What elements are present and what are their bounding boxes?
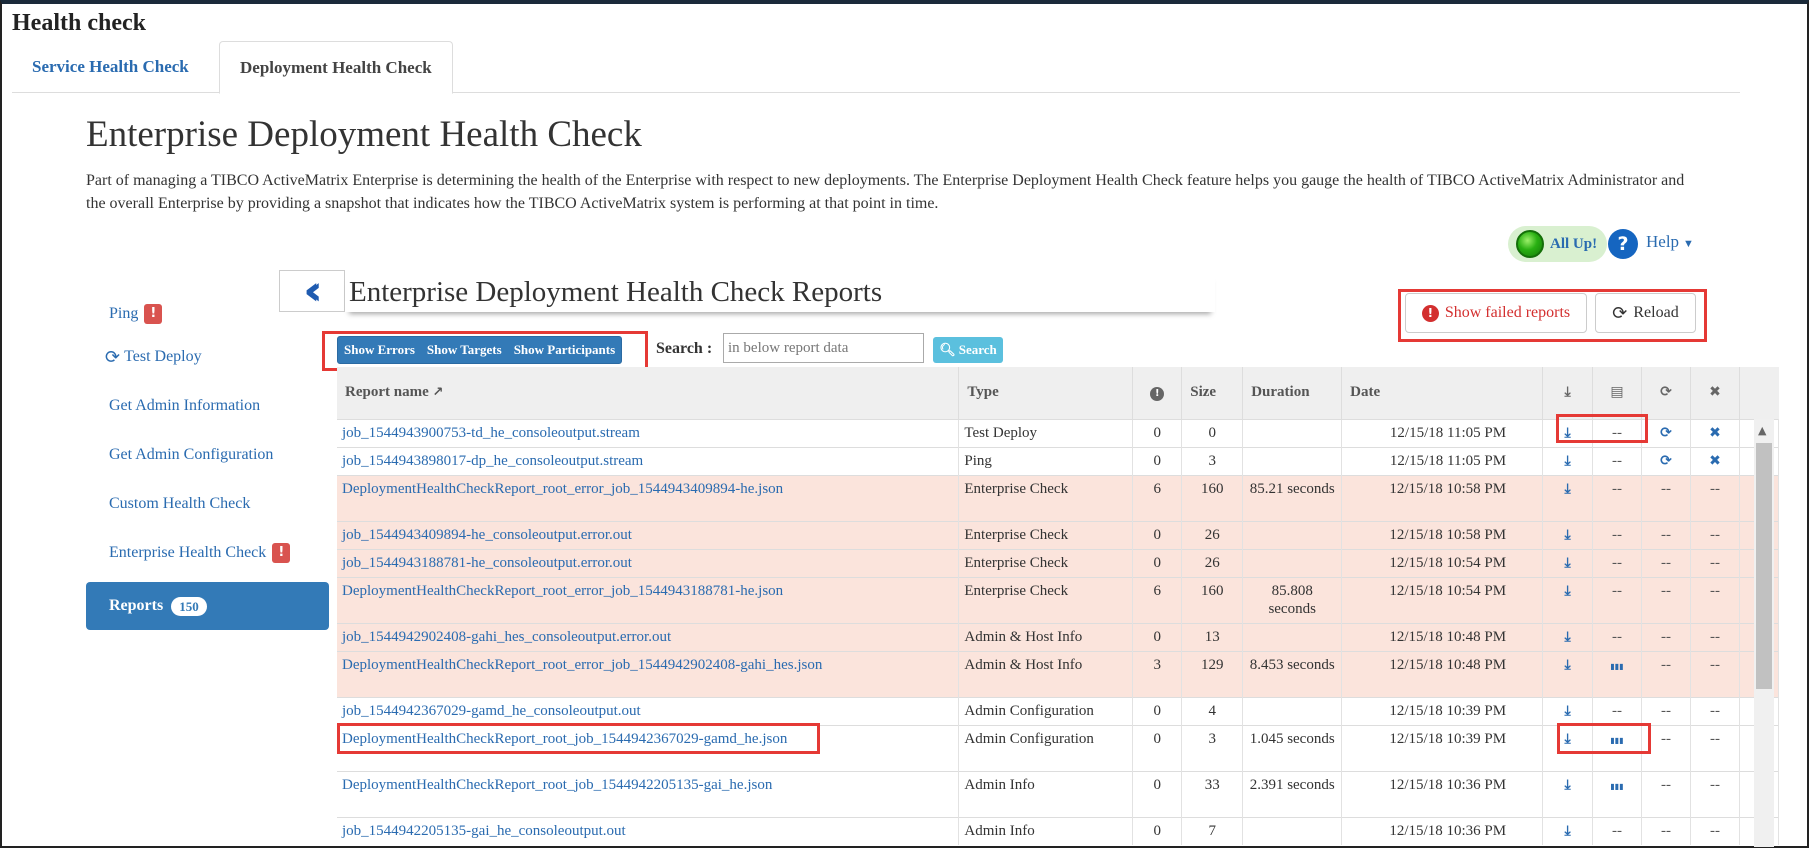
download-cell	[1543, 521, 1593, 549]
sidebar-item-label: Custom Health Check	[109, 495, 251, 512]
bar-chart-icon[interactable]: ▮▮▮	[1610, 661, 1624, 671]
filter-toggle-group	[337, 336, 622, 364]
empty-value: --	[1709, 776, 1720, 793]
report-error-count: 0	[1133, 623, 1182, 651]
download-icon[interactable]: ⤓	[1564, 452, 1571, 469]
show-participants-toggle[interactable]: Show Participants	[513, 342, 616, 357]
highlight-box	[1557, 723, 1651, 754]
sidebar-item-label: Test Deploy	[124, 348, 202, 365]
empty-value: --	[1612, 822, 1623, 839]
close-icon: ✖	[1709, 384, 1721, 401]
empty-value: --	[1660, 480, 1671, 497]
column-header-refresh	[1642, 367, 1691, 419]
empty-value: --	[1660, 582, 1671, 599]
report-date: 12/15/18 10:36 PM	[1342, 771, 1543, 817]
report-date: 12/15/18 11:05 PM	[1342, 419, 1543, 447]
refresh-cell	[1642, 697, 1691, 725]
column-header-size[interactable]: Size	[1182, 367, 1243, 419]
download-cell	[1543, 651, 1593, 697]
download-icon[interactable]: ⤓	[1564, 776, 1571, 793]
download-cell	[1543, 771, 1593, 817]
refresh-icon: ⟳	[105, 346, 121, 368]
cancel-cell	[1690, 577, 1739, 623]
report-name-link[interactable]: job_1544942205135-gai_he_consoleoutput.out	[337, 817, 959, 845]
scrollbar-thumb[interactable]	[1756, 443, 1772, 689]
sidebar-item-test-deploy[interactable]	[86, 333, 329, 381]
sidebar-item-enterprise-health-check[interactable]	[86, 529, 329, 577]
column-header-spacer	[1739, 367, 1778, 419]
report-error-count: 0	[1133, 817, 1182, 845]
report-name-link[interactable]: DeploymentHealthCheckReport_root_error_job_1544943409894-he.json	[337, 475, 959, 521]
report-name-link[interactable]: job_1544943409894-he_consoleoutput.error.out	[337, 521, 959, 549]
table-row	[337, 817, 1779, 845]
refresh-cell	[1642, 577, 1691, 623]
reports-title: Enterprise Deployment Health Check Reports	[345, 272, 1215, 312]
refresh-icon: ⟳	[1660, 384, 1672, 401]
cancel-cell	[1690, 651, 1739, 697]
table-row	[337, 697, 1779, 725]
show-targets-toggle[interactable]: Show Targets	[426, 342, 502, 357]
column-header-cancel	[1690, 367, 1739, 419]
download-cell	[1543, 817, 1593, 845]
report-size: 3	[1182, 725, 1243, 771]
download-icon[interactable]: ⤓	[1564, 822, 1571, 839]
sidebar-item-label: Reports	[109, 597, 164, 614]
collapse-sidebar-button[interactable]	[279, 270, 345, 312]
report-type: Admin & Host Info	[959, 651, 1133, 697]
status-green-icon	[1516, 230, 1544, 258]
table-row	[337, 475, 1779, 521]
help-icon[interactable]: ?	[1608, 229, 1638, 259]
empty-value: --	[1612, 480, 1623, 497]
empty-value: --	[1709, 656, 1720, 673]
report-error-count: 0	[1133, 771, 1182, 817]
report-duration	[1243, 623, 1342, 651]
report-name-link[interactable]: job_1544943188781-he_consoleoutput.error.out	[337, 549, 959, 577]
table-row	[337, 577, 1779, 623]
empty-value: --	[1660, 730, 1671, 747]
report-type: Admin Info	[959, 771, 1133, 817]
table-row	[337, 447, 1779, 475]
empty-value: --	[1660, 656, 1671, 673]
report-type: Admin Configuration	[959, 725, 1133, 771]
empty-value: --	[1660, 554, 1671, 571]
cancel-cell	[1690, 447, 1739, 475]
report-size: 129	[1182, 651, 1243, 697]
report-date: 12/15/18 10:39 PM	[1342, 725, 1543, 771]
cancel-cell	[1690, 623, 1739, 651]
report-duration: 2.391 seconds	[1243, 771, 1342, 817]
status-badge[interactable]	[1508, 226, 1607, 262]
sidebar-item-get-admin-information[interactable]	[86, 382, 329, 430]
report-date: 12/15/18 10:58 PM	[1342, 521, 1543, 549]
empty-value: --	[1660, 776, 1671, 793]
report-size: 0	[1182, 419, 1243, 447]
report-name-link[interactable]: job_1544942367029-gamd_he_consoleoutput.out	[337, 697, 959, 725]
report-error-count: 0	[1133, 521, 1182, 549]
error-badge: !	[144, 304, 162, 324]
report-type: Admin & Host Info	[959, 623, 1133, 651]
refresh-cell	[1642, 475, 1691, 521]
refresh-cell	[1642, 521, 1691, 549]
report-name-link[interactable]: job_1544942902408-gahi_hes_consoleoutput.error.out	[337, 623, 959, 651]
cancel-cell	[1690, 419, 1739, 447]
sidebar-item-get-admin-configuration[interactable]	[86, 431, 329, 479]
report-date: 12/15/18 10:48 PM	[1342, 623, 1543, 651]
report-size: 33	[1182, 771, 1243, 817]
table-body	[337, 419, 1779, 845]
empty-value: --	[1612, 554, 1623, 571]
sidebar-item-reports[interactable]	[86, 582, 329, 630]
download-cell	[1543, 549, 1593, 577]
download-cell	[1543, 623, 1593, 651]
column-header-errors[interactable]	[1133, 367, 1182, 419]
empty-value: --	[1709, 702, 1720, 719]
report-error-count: 0	[1133, 697, 1182, 725]
double-chevron-left-icon: ‹‹	[303, 268, 309, 314]
report-size: 160	[1182, 577, 1243, 623]
page-title: Enterprise Deployment Health Check	[86, 114, 642, 155]
refresh-cell	[1642, 771, 1691, 817]
download-icon[interactable]: ⤓	[1564, 554, 1571, 571]
empty-value: --	[1709, 554, 1720, 571]
report-date: 12/15/18 10:39 PM	[1342, 697, 1543, 725]
report-name-link[interactable]: DeploymentHealthCheckReport_root_job_1544942205135-gai_he.json	[337, 771, 959, 817]
empty-value: --	[1612, 452, 1623, 469]
download-icon[interactable]: ⤓	[1564, 656, 1571, 673]
chart-cell	[1593, 577, 1642, 623]
report-duration	[1243, 447, 1342, 475]
chart-cell	[1593, 475, 1642, 521]
cancel-cell	[1690, 521, 1739, 549]
reload-label: Reload	[1633, 304, 1679, 321]
download-icon[interactable]: ⤓	[1564, 526, 1571, 543]
report-date: 12/15/18 10:48 PM	[1342, 651, 1543, 697]
download-icon[interactable]: ⤓	[1564, 480, 1571, 497]
tab-service-health-check[interactable]: Service Health Check	[32, 57, 189, 76]
empty-value: --	[1709, 822, 1720, 839]
report-date: 12/15/18 10:54 PM	[1342, 577, 1543, 623]
column-header-report	[1593, 367, 1642, 419]
column-header-duration[interactable]: Duration	[1243, 367, 1342, 419]
chart-cell	[1593, 521, 1642, 549]
report-duration: 1.045 seconds	[1243, 725, 1342, 771]
cancel-cell	[1690, 725, 1739, 771]
refresh-icon[interactable]: ⟳	[1660, 424, 1672, 441]
exclamation-icon: !	[1422, 305, 1439, 322]
table-row	[337, 549, 1779, 577]
reports-count-badge: 150	[171, 597, 207, 616]
chart-cell	[1593, 697, 1642, 725]
report-duration	[1243, 521, 1342, 549]
report-error-count: 0	[1133, 725, 1182, 771]
report-duration: 8.453 seconds	[1243, 651, 1342, 697]
sidebar-item-custom-health-check[interactable]	[86, 480, 329, 528]
status-label: All Up!	[1550, 235, 1598, 252]
help-label: Help	[1646, 232, 1680, 251]
show-failed-label: Show failed reports	[1444, 304, 1571, 321]
report-type: Test Deploy	[959, 419, 1133, 447]
download-cell	[1543, 447, 1593, 475]
tab-deployment-health-check[interactable]: Deployment Health Check	[219, 41, 453, 94]
highlight-box	[337, 723, 820, 754]
report-type: Enterprise Check	[959, 549, 1133, 577]
table-header-row	[337, 367, 1779, 419]
empty-value: --	[1660, 822, 1671, 839]
close-icon[interactable]: ✖	[1709, 424, 1721, 441]
report-type: Enterprise Check	[959, 521, 1133, 549]
sidebar-item-label: Get Admin Information	[109, 397, 261, 414]
cancel-cell	[1690, 771, 1739, 817]
column-header-report-name[interactable]: Report name ↗	[337, 367, 959, 419]
table-row	[337, 771, 1779, 817]
report-duration: 85.808 seconds	[1243, 577, 1342, 623]
cancel-cell	[1690, 475, 1739, 521]
empty-value: --	[1709, 526, 1720, 543]
empty-value: --	[1660, 628, 1671, 645]
empty-value: --	[1709, 582, 1720, 599]
report-size: 7	[1182, 817, 1243, 845]
report-date: 12/15/18 10:36 PM	[1342, 817, 1543, 845]
report-size: 4	[1182, 697, 1243, 725]
download-icon[interactable]: ⤓	[1564, 424, 1571, 441]
empty-value: --	[1612, 526, 1623, 543]
show-failed-reports-button[interactable]	[1405, 293, 1587, 333]
report-type: Enterprise Check	[959, 577, 1133, 623]
chart-cell	[1593, 447, 1642, 475]
refresh-icon: ⟳	[1612, 302, 1628, 324]
show-errors-toggle[interactable]: Show Errors	[344, 342, 415, 357]
download-cell	[1543, 475, 1593, 521]
external-link-icon: ↗	[432, 385, 444, 401]
empty-value: --	[1612, 628, 1623, 645]
cancel-cell	[1690, 697, 1739, 725]
download-icon[interactable]: ⤓	[1564, 702, 1571, 719]
report-error-count: 0	[1133, 419, 1182, 447]
search-button[interactable]	[933, 337, 1003, 363]
download-cell	[1543, 577, 1593, 623]
report-size: 26	[1182, 521, 1243, 549]
column-header-type[interactable]: Type	[959, 367, 1133, 419]
app-title: Health check	[12, 10, 146, 36]
report-name-link[interactable]: DeploymentHealthCheckReport_root_error_job_1544943188781-he.json	[337, 577, 959, 623]
table-scrollbar[interactable]	[1754, 419, 1774, 847]
report-duration	[1243, 549, 1342, 577]
report-size: 3	[1182, 447, 1243, 475]
search-button-label: Search	[958, 342, 997, 357]
cancel-cell	[1690, 817, 1739, 845]
report-name-link[interactable]: DeploymentHealthCheckReport_root_error_job_1544942902408-gahi_hes.json	[337, 651, 959, 697]
bar-chart-icon[interactable]: ▮▮▮	[1610, 781, 1624, 791]
empty-value: --	[1709, 480, 1720, 497]
table-row	[337, 521, 1779, 549]
download-icon[interactable]: ⤓	[1564, 628, 1571, 645]
close-icon[interactable]: ✖	[1709, 452, 1721, 469]
table-row	[337, 623, 1779, 651]
report-size: 13	[1182, 623, 1243, 651]
empty-value: --	[1660, 702, 1671, 719]
empty-value: --	[1612, 582, 1623, 599]
exclamation-icon: !	[1150, 387, 1164, 401]
search-input[interactable]	[723, 333, 924, 363]
refresh-cell	[1642, 623, 1691, 651]
download-icon[interactable]: ⤓	[1564, 582, 1571, 599]
empty-value: --	[1709, 730, 1720, 747]
report-size: 160	[1182, 475, 1243, 521]
search-label: Search :	[656, 340, 713, 357]
report-name-link[interactable]: job_1544943898017-dp_he_consoleoutput.stream	[337, 447, 959, 475]
report-duration	[1243, 817, 1342, 845]
report-duration	[1243, 697, 1342, 725]
chart-cell	[1593, 771, 1642, 817]
empty-value: --	[1612, 702, 1623, 719]
chart-cell	[1593, 817, 1642, 845]
sidebar-item-label: Enterprise Health Check	[109, 544, 267, 561]
report-duration	[1243, 419, 1342, 447]
empty-value: --	[1709, 628, 1720, 645]
report-error-count: 6	[1133, 577, 1182, 623]
refresh-cell	[1642, 549, 1691, 577]
sidebar-item-label: Get Admin Configuration	[109, 446, 274, 463]
scroll-up-icon[interactable]: ▲	[1758, 424, 1767, 437]
chart-cell	[1593, 651, 1642, 697]
refresh-icon[interactable]: ⟳	[1660, 452, 1672, 469]
report-type: Admin Configuration	[959, 697, 1133, 725]
report-date: 12/15/18 10:54 PM	[1342, 549, 1543, 577]
report-error-count: 3	[1133, 651, 1182, 697]
report-name-link[interactable]: DeploymentHealthCheckReport_root_job_1544942367029-gamd_he.json	[337, 725, 959, 771]
report-icon: ▤	[1610, 384, 1624, 401]
bar-chart-icon[interactable]: ▮▮▮	[1610, 735, 1624, 745]
report-type: Enterprise Check	[959, 475, 1133, 521]
cancel-cell	[1690, 549, 1739, 577]
report-date: 12/15/18 11:05 PM	[1342, 447, 1543, 475]
refresh-cell	[1642, 447, 1691, 475]
chart-cell	[1593, 623, 1642, 651]
page-description: Part of managing a TIBCO ActiveMatrix Enterprise is determining the health of the Enterprise with respect to new deployments. The Enterprise Deployment Health Check feature helps you gauge the health of TIBCO ActiveMatrix Administrator and the overall Enterprise by providing a snapshot that indicates how the TIBCO ActiveMatrix system is performing at that point in time.	[86, 172, 1685, 212]
highlight-box	[1556, 414, 1648, 443]
report-type: Ping	[959, 447, 1133, 475]
report-name-link[interactable]: job_1544943900753-td_he_consoleoutput.stream	[337, 419, 959, 447]
download-cell	[1543, 697, 1593, 725]
sidebar-item-label: Ping	[109, 305, 139, 322]
report-error-count: 0	[1133, 549, 1182, 577]
download-icon: ⤓	[1564, 384, 1571, 401]
reload-button[interactable]	[1595, 293, 1696, 333]
error-badge: !	[272, 543, 290, 563]
search-icon: 🔍︎	[939, 342, 956, 358]
report-date: 12/15/18 10:58 PM	[1342, 475, 1543, 521]
report-error-count: 0	[1133, 447, 1182, 475]
refresh-cell	[1642, 419, 1691, 447]
column-header-download	[1543, 367, 1593, 419]
column-header-date[interactable]: Date	[1342, 367, 1543, 419]
refresh-cell	[1642, 817, 1691, 845]
help-menu[interactable]	[1646, 232, 1694, 252]
report-type: Admin Info	[959, 817, 1133, 845]
empty-value: --	[1660, 526, 1671, 543]
chevron-down-icon: ▼	[1683, 238, 1694, 250]
report-duration: 85.21 seconds	[1243, 475, 1342, 521]
download-icon[interactable]: ⤓	[1564, 730, 1571, 747]
table-row	[337, 651, 1779, 697]
empty-value: --	[1612, 424, 1623, 441]
tab-bar	[12, 41, 1740, 93]
refresh-cell	[1642, 651, 1691, 697]
report-error-count: 6	[1133, 475, 1182, 521]
chart-cell	[1593, 549, 1642, 577]
report-size: 26	[1182, 549, 1243, 577]
